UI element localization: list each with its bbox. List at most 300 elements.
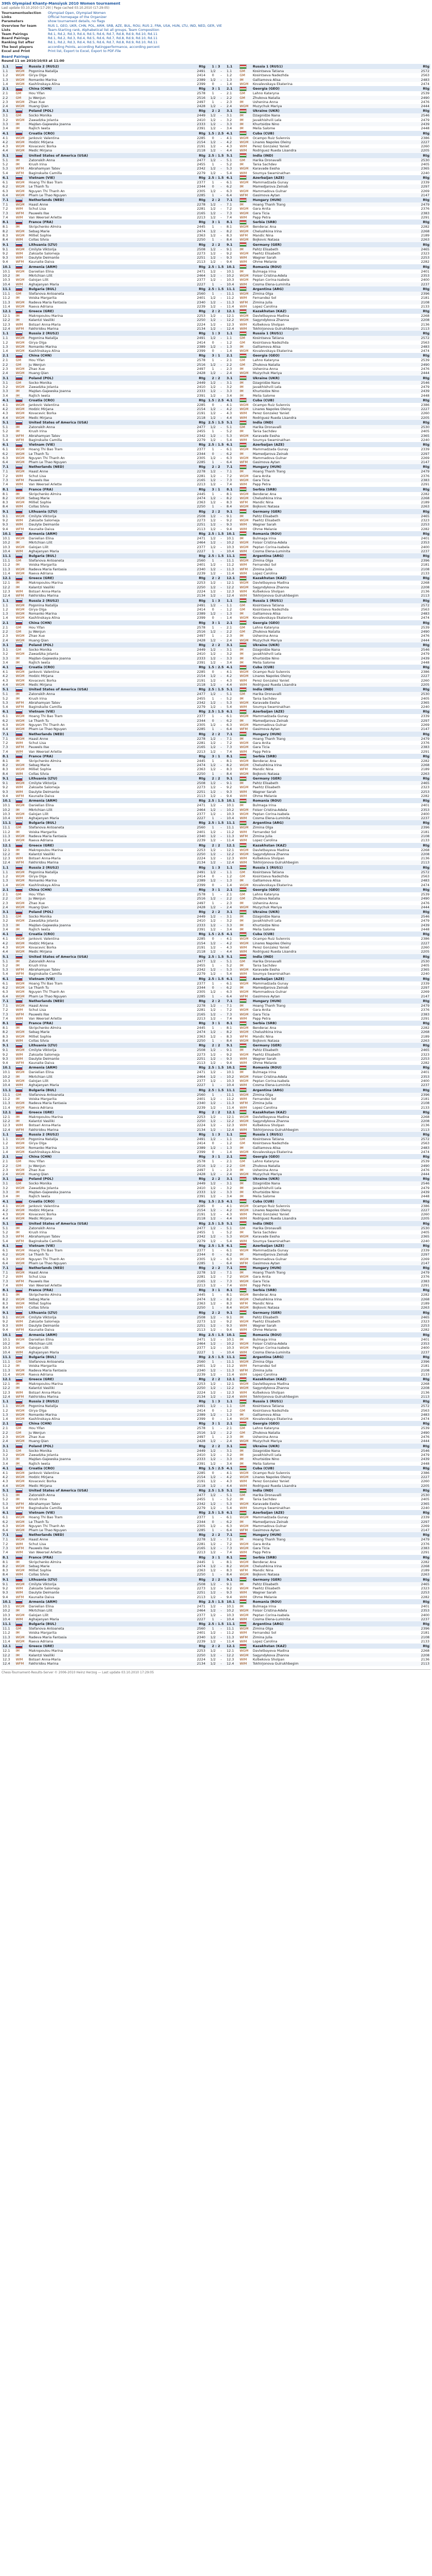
- player-a-name[interactable]: Medic Mirjana: [28, 950, 183, 954]
- info-link[interactable]: RUS 1, GEO, UKR, CHN, POL, ARM, SRB, AZE, BUL, ROU, RUS 2, FRA, USA, HUN, LTU, IND, NED, GER, VIE: [48, 23, 222, 28]
- player-a-name[interactable]: Majdan-Gajewska Joanna: [28, 923, 183, 927]
- player-a-name[interactable]: Van Weersel Arlette: [28, 482, 183, 486]
- player-a-name[interactable]: Kovacevic Borka: [28, 1212, 183, 1216]
- player-b-name[interactable]: Kosintseva Nadezhda: [252, 874, 407, 878]
- player-b-name[interactable]: Ohme Melanie: [252, 1061, 407, 1065]
- player-b-name[interactable]: Zimina Olga: [252, 292, 407, 296]
- team-b-name[interactable]: India (IND): [252, 420, 407, 425]
- info-link[interactable]: Rd.1, Rd.2, Rd.3, Rd.4, Rd.5, Rd.6, Rd.7, Rd.8, Rd.9, Rd.10, Rd.11: [48, 40, 158, 45]
- player-a-name[interactable]: Schut Lisa: [28, 1275, 183, 1279]
- team-a-name[interactable]: Netherlands (NED): [28, 1532, 183, 1537]
- team-b-name[interactable]: Russia 1 (RUS1): [252, 1132, 407, 1137]
- player-a-name[interactable]: Kovacevic Borka: [28, 679, 183, 683]
- team-b-name[interactable]: Azerbaijan (AZE): [252, 976, 407, 981]
- player-b-name[interactable]: Mandic Nina: [252, 1035, 407, 1039]
- player-a-name[interactable]: Schut Lisa: [28, 474, 183, 478]
- player-b-name[interactable]: Ohme Melanie: [252, 527, 407, 531]
- player-a-name[interactable]: Romanko Marina: [28, 1146, 183, 1150]
- player-a-name[interactable]: Danielian Elina: [28, 1070, 183, 1074]
- team-a-name[interactable]: Vietnam (VIE): [28, 976, 183, 981]
- player-b-name[interactable]: Lahno Kateryna: [252, 1159, 407, 1163]
- player-b-name[interactable]: Kulbekova Sholpan: [252, 856, 407, 860]
- player-b-name[interactable]: Tania Sachdev: [252, 162, 407, 166]
- player-b-name[interactable]: Gara Ticia: [252, 1012, 407, 1016]
- player-b-name[interactable]: Tokhirjonova Gulrukhbegim: [252, 1662, 407, 1666]
- player-a-name[interactable]: Jankovic Valentina: [28, 1204, 183, 1208]
- player-b-name[interactable]: Papp Petra: [252, 1550, 407, 1554]
- player-b-name[interactable]: Mammadzada Gunay: [252, 1515, 407, 1519]
- player-b-name[interactable]: Lopez Carolina: [252, 1106, 407, 1110]
- team-b-name[interactable]: Kazakhstan (KAZ): [252, 309, 407, 314]
- player-a-name[interactable]: Medic Mirjana: [28, 1484, 183, 1488]
- player-b-name[interactable]: Mamedjarova Zeinab: [252, 986, 407, 990]
- player-a-name[interactable]: Baginskaite Camilla: [28, 171, 183, 175]
- player-b-name[interactable]: Rodriguez Rueda Lisandra: [252, 950, 407, 954]
- player-b-name[interactable]: Rodriguez Rueda Lisandra: [252, 1484, 407, 1488]
- player-b-name[interactable]: Kosintseva Tatiana: [252, 336, 407, 340]
- team-a-name[interactable]: United States of America (USA): [28, 954, 183, 959]
- player-a-name[interactable]: Daulyte Deimante: [28, 522, 183, 527]
- player-a-name[interactable]: Huang Qian: [28, 1172, 183, 1176]
- team-b-name[interactable]: Russia 1 (RUS1): [252, 64, 407, 69]
- player-b-name[interactable]: Perez Gonzalez Yaniet: [252, 679, 407, 683]
- player-a-name[interactable]: Hodzic Mirjana: [28, 1208, 183, 1212]
- team-a-name[interactable]: Greece (GRE): [28, 1643, 183, 1649]
- player-b-name[interactable]: Soumya Swaminathan: [252, 705, 407, 709]
- player-b-name[interactable]: Karavade Eesha: [252, 701, 407, 705]
- team-b-name[interactable]: Germany (GER): [252, 509, 407, 514]
- team-b-name[interactable]: Russia 1 (RUS1): [252, 598, 407, 603]
- player-b-name[interactable]: Kovalevskaya Ekaterina: [252, 1417, 407, 1421]
- team-b-name[interactable]: Georgia (GEO): [252, 1421, 407, 1426]
- team-a-name[interactable]: Russia 2 (RUS2): [28, 865, 183, 870]
- player-a-name[interactable]: Hodzic Mirjana: [28, 941, 183, 945]
- player-a-name[interactable]: Aghajanyan Maria: [28, 1617, 183, 1621]
- team-a-name[interactable]: Armenia (ARM): [28, 1599, 183, 1604]
- player-b-name[interactable]: Benderac Ana: [252, 225, 407, 229]
- player-b-name[interactable]: Gara Ticia: [252, 745, 407, 749]
- player-a-name[interactable]: Ju Wenjun: [28, 1431, 183, 1435]
- player-b-name[interactable]: Foisor Cristina-Adela: [252, 274, 407, 278]
- team-a-name[interactable]: Russia 2 (RUS2): [28, 1399, 183, 1404]
- player-b-name[interactable]: Muzychuk Mariya: [252, 1439, 407, 1443]
- player-b-name[interactable]: Zimina Olga: [252, 825, 407, 829]
- team-b-name[interactable]: Hungary (HUN): [252, 464, 407, 469]
- player-a-name[interactable]: Haast Anne: [28, 469, 183, 473]
- player-a-name[interactable]: Huang Qian: [28, 1439, 183, 1443]
- player-b-name[interactable]: Chelushkina Irina: [252, 1564, 407, 1568]
- player-b-name[interactable]: Davletbayeva Madina: [252, 314, 407, 318]
- team-b-name[interactable]: Ukraine (UKR): [252, 1176, 407, 1181]
- player-b-name[interactable]: Kosintseva Tatiana: [252, 1404, 407, 1408]
- player-b-name[interactable]: Fernandez Sol: [252, 296, 407, 300]
- player-a-name[interactable]: Kashlinskaya Alina: [28, 1150, 183, 1154]
- team-a-name[interactable]: Croatia (CRO): [28, 398, 183, 403]
- player-a-name[interactable]: Girya Olga: [28, 607, 183, 612]
- player-a-name[interactable]: Baginskaite Camilla: [28, 438, 183, 442]
- player-b-name[interactable]: Lahno Kateryna: [252, 1426, 407, 1430]
- player-a-name[interactable]: Pauwels Ilse: [28, 478, 183, 482]
- player-a-name[interactable]: Pauwels Ilse: [28, 1012, 183, 1016]
- player-b-name[interactable]: Bulmaga Irina: [252, 1604, 407, 1608]
- player-b-name[interactable]: Ushenina Anna: [252, 1435, 407, 1439]
- player-b-name[interactable]: Lahno Kateryna: [252, 91, 407, 95]
- team-b-name[interactable]: Serbia (SRB): [252, 1287, 407, 1293]
- player-b-name[interactable]: Mammadova Gulnar: [252, 1524, 407, 1528]
- player-a-name[interactable]: Stefanova Antoaneta: [28, 1360, 183, 1364]
- player-a-name[interactable]: Hoang Thi Bao Tram: [28, 180, 183, 184]
- team-a-name[interactable]: United States of America (USA): [28, 420, 183, 425]
- player-a-name[interactable]: Zatonskih Anna: [28, 1493, 183, 1497]
- player-b-name[interactable]: Ocampo Ruiz Sulennis: [252, 403, 407, 407]
- player-b-name[interactable]: Dzagnidze Nana: [252, 1449, 407, 1453]
- player-a-name[interactable]: Nguyen Thi Thanh An: [28, 1524, 183, 1528]
- player-a-name[interactable]: Le Thanh Tu: [28, 986, 183, 990]
- player-b-name[interactable]: Soumya Swaminathan: [252, 1239, 407, 1243]
- player-a-name[interactable]: Zatonskih Anna: [28, 425, 183, 429]
- player-b-name[interactable]: Pahtz Elisabeth: [252, 247, 407, 251]
- player-b-name[interactable]: Harika Dronavalli: [252, 692, 407, 696]
- player-a-name[interactable]: Zaksaite Salomeja: [28, 1586, 183, 1590]
- player-a-name[interactable]: Le Thanh Tu: [28, 452, 183, 456]
- team-a-name[interactable]: Bulgaria (BUL): [28, 553, 183, 558]
- player-b-name[interactable]: Sagyndykova Zhanna: [252, 318, 407, 322]
- player-a-name[interactable]: Schut Lisa: [28, 1542, 183, 1546]
- player-b-name[interactable]: Mamedjarova Zeinab: [252, 719, 407, 723]
- player-a-name[interactable]: Ju Wenjun: [28, 96, 183, 100]
- player-a-name[interactable]: Galojan Lilit: [28, 1079, 183, 1083]
- player-a-name[interactable]: Medic Mirjana: [28, 683, 183, 687]
- team-a-name[interactable]: Lithuania (LTU): [28, 242, 183, 247]
- player-a-name[interactable]: Rajlich Iweta: [28, 126, 183, 130]
- team-b-name[interactable]: Romania (ROU): [252, 1599, 407, 1604]
- player-a-name[interactable]: Romanko Marina: [28, 612, 183, 616]
- player-a-name[interactable]: Collas Silvia: [28, 772, 183, 776]
- team-a-name[interactable]: Croatia (CRO): [28, 1199, 183, 1204]
- player-a-name[interactable]: Jankovic Valentina: [28, 136, 183, 140]
- player-a-name[interactable]: Baginskaite Camilla: [28, 1239, 183, 1243]
- player-a-name[interactable]: Sebag Marie: [28, 1297, 183, 1301]
- team-b-name[interactable]: Ukraine (UKR): [252, 1444, 407, 1449]
- player-a-name[interactable]: Kovacevic Borka: [28, 1479, 183, 1483]
- player-b-name[interactable]: Tokhirjonova Gulrukhbegim: [252, 1395, 407, 1399]
- player-b-name[interactable]: Lahno Kateryna: [252, 892, 407, 896]
- player-b-name[interactable]: Muzychuk Mariya: [252, 638, 407, 642]
- team-a-name[interactable]: Greece (GRE): [28, 1377, 183, 1382]
- team-a-name[interactable]: Netherlands (NED): [28, 197, 183, 202]
- player-b-name[interactable]: Kosintseva Nadezhda: [252, 341, 407, 345]
- player-b-name[interactable]: Ohme Melanie: [252, 260, 407, 264]
- player-a-name[interactable]: Skripchenko Almira: [28, 225, 183, 229]
- team-a-name[interactable]: Vietnam (VIE): [28, 442, 183, 447]
- player-b-name[interactable]: Mammadzada Gunay: [252, 1248, 407, 1252]
- player-b-name[interactable]: Mamedjarova Zeinab: [252, 184, 407, 189]
- team-b-name[interactable]: Serbia (SRB): [252, 219, 407, 225]
- player-a-name[interactable]: Haast Anne: [28, 1004, 183, 1008]
- player-a-name[interactable]: Pogonina Natalija: [28, 336, 183, 340]
- player-b-name[interactable]: Javakhishvili Lela: [252, 385, 407, 389]
- team-a-name[interactable]: Croatia (CRO): [28, 131, 183, 136]
- player-b-name[interactable]: Ushenina Anna: [252, 901, 407, 905]
- player-a-name[interactable]: Rajlich Iweta: [28, 927, 183, 931]
- player-b-name[interactable]: Dzagnidze Nana: [252, 113, 407, 117]
- player-a-name[interactable]: Raeva Adriana: [28, 1639, 183, 1643]
- player-a-name[interactable]: Raeva Adriana: [28, 304, 183, 309]
- player-b-name[interactable]: Melia Salome: [252, 126, 407, 130]
- player-a-name[interactable]: Abrahamyan Tatev: [28, 968, 183, 972]
- player-a-name[interactable]: Kashlinskaya Alina: [28, 82, 183, 86]
- team-a-name[interactable]: France (FRA): [28, 487, 183, 492]
- player-b-name[interactable]: Paehtz Elisabeth: [252, 518, 407, 522]
- player-b-name[interactable]: Galliamova Alisa: [252, 1413, 407, 1417]
- player-a-name[interactable]: Hoang Thi Bao Tram: [28, 447, 183, 451]
- team-a-name[interactable]: Greece (GRE): [28, 843, 183, 848]
- player-a-name[interactable]: Le Thanh Tu: [28, 1252, 183, 1257]
- player-b-name[interactable]: Lopez Carolina: [252, 838, 407, 842]
- player-a-name[interactable]: Makropoulou Marina: [28, 581, 183, 585]
- player-a-name[interactable]: Kaunaite Daiva: [28, 1595, 183, 1599]
- player-b-name[interactable]: Rodriguez Rueda Lisandra: [252, 683, 407, 687]
- player-b-name[interactable]: Gara Ticia: [252, 211, 407, 215]
- player-b-name[interactable]: Gara Ticia: [252, 478, 407, 482]
- player-a-name[interactable]: Aghajanyan Maria: [28, 549, 183, 553]
- player-b-name[interactable]: Mammadzada Gunay: [252, 714, 407, 718]
- team-a-name[interactable]: Armenia (ARM): [28, 1065, 183, 1070]
- player-a-name[interactable]: Mkrtchian Lilit: [28, 1342, 183, 1346]
- player-a-name[interactable]: Galojan Lilit: [28, 545, 183, 549]
- player-a-name[interactable]: Raeva Adriana: [28, 571, 183, 575]
- team-b-name[interactable]: Argentina (ARG): [252, 1621, 407, 1626]
- player-b-name[interactable]: Tokhirjonova Gulrukhbegim: [252, 1128, 407, 1132]
- player-a-name[interactable]: Girya Olga: [28, 874, 183, 878]
- player-b-name[interactable]: Wagner Sarah: [252, 790, 407, 794]
- player-a-name[interactable]: Le Thanh Tu: [28, 719, 183, 723]
- player-a-name[interactable]: Abrahamyan Tatev: [28, 1234, 183, 1239]
- team-a-name[interactable]: United States of America (USA): [28, 1221, 183, 1226]
- player-a-name[interactable]: Aghajanyan Maria: [28, 282, 183, 286]
- player-a-name[interactable]: Hou Yifan: [28, 91, 183, 95]
- player-b-name[interactable]: Linares Napoles Oleiny: [252, 1208, 407, 1212]
- player-a-name[interactable]: Kaunaite Daiva: [28, 1328, 183, 1332]
- team-b-name[interactable]: Germany (GER): [252, 1043, 407, 1048]
- player-a-name[interactable]: Voiska Margarita: [28, 1631, 183, 1635]
- player-a-name[interactable]: Pogonina Natalija: [28, 1137, 183, 1141]
- player-a-name[interactable]: Galojan Lilit: [28, 812, 183, 816]
- player-b-name[interactable]: Tania Sachdev: [252, 1497, 407, 1501]
- team-a-name[interactable]: France (FRA): [28, 1021, 183, 1026]
- player-b-name[interactable]: Gara Anita: [252, 207, 407, 211]
- player-b-name[interactable]: Peptan Corina-Isabela: [252, 278, 407, 282]
- team-b-name[interactable]: Cuba (CUB): [252, 931, 407, 937]
- player-a-name[interactable]: Danielian Elina: [28, 269, 183, 274]
- player-b-name[interactable]: Ocampo Ruiz Sulennis: [252, 1471, 407, 1475]
- player-b-name[interactable]: Mandic Nina: [252, 233, 407, 238]
- player-b-name[interactable]: Ohme Melanie: [252, 794, 407, 798]
- player-b-name[interactable]: Ushenina Anna: [252, 100, 407, 104]
- player-a-name[interactable]: Rajlich Iweta: [28, 1462, 183, 1466]
- player-b-name[interactable]: Bojkovic Natasa: [252, 1306, 407, 1310]
- player-b-name[interactable]: Peptan Corina-Isabela: [252, 812, 407, 816]
- team-a-name[interactable]: China (CHN): [28, 887, 183, 892]
- player-a-name[interactable]: Makropoulou Marina: [28, 1649, 183, 1653]
- player-b-name[interactable]: Gara Ticia: [252, 1546, 407, 1550]
- player-a-name[interactable]: Collas Silvia: [28, 1306, 183, 1310]
- player-a-name[interactable]: Pogonina Natalija: [28, 69, 183, 73]
- player-b-name[interactable]: Kovalevskaya Ekaterina: [252, 82, 407, 86]
- player-a-name[interactable]: Pham Le Thao Nguyen: [28, 1261, 183, 1265]
- team-a-name[interactable]: Netherlands (NED): [28, 732, 183, 737]
- team-a-name[interactable]: Croatia (CRO): [28, 931, 183, 937]
- player-b-name[interactable]: Sagyndykova Zhanna: [252, 1119, 407, 1123]
- player-b-name[interactable]: Javakhishvili Lela: [252, 919, 407, 923]
- player-a-name[interactable]: Jankovic Valentina: [28, 1471, 183, 1475]
- team-b-name[interactable]: Germany (GER): [252, 242, 407, 247]
- player-a-name[interactable]: Nguyen Thi Thanh An: [28, 456, 183, 460]
- player-a-name[interactable]: Cmilyte Viktorija: [28, 1315, 183, 1319]
- player-a-name[interactable]: Haast Anne: [28, 202, 183, 207]
- player-a-name[interactable]: Medic Mirjana: [28, 416, 183, 420]
- player-a-name[interactable]: Baginskaite Camilla: [28, 705, 183, 709]
- info-link[interactable]: Official homepage of the Organizer: [48, 15, 107, 20]
- player-a-name[interactable]: Schut Lisa: [28, 741, 183, 745]
- player-b-name[interactable]: Ushenina Anna: [252, 367, 407, 371]
- player-a-name[interactable]: Medic Mirjana: [28, 148, 183, 152]
- team-a-name[interactable]: Lithuania (LTU): [28, 1310, 183, 1315]
- team-b-name[interactable]: Hungary (HUN): [252, 197, 407, 202]
- team-a-name[interactable]: China (CHN): [28, 86, 183, 91]
- team-a-name[interactable]: Bulgaria (BUL): [28, 1621, 183, 1626]
- player-b-name[interactable]: Muzychuk Mariya: [252, 371, 407, 375]
- player-a-name[interactable]: Medic Mirjana: [28, 1216, 183, 1221]
- player-a-name[interactable]: Nguyen Thi Thanh An: [28, 990, 183, 994]
- player-a-name[interactable]: Zaksaite Salomeja: [28, 785, 183, 789]
- player-a-name[interactable]: Pham Le Thao Nguyen: [28, 1528, 183, 1532]
- player-a-name[interactable]: Romanko Marina: [28, 1413, 183, 1417]
- player-b-name[interactable]: Lopez Carolina: [252, 1372, 407, 1377]
- team-b-name[interactable]: India (IND): [252, 687, 407, 692]
- player-a-name[interactable]: Zatonskih Anna: [28, 1226, 183, 1230]
- team-b-name[interactable]: Romania (ROU): [252, 264, 407, 269]
- player-a-name[interactable]: Zhao Xue: [28, 901, 183, 905]
- team-b-name[interactable]: Kazakhstan (KAZ): [252, 843, 407, 848]
- team-a-name[interactable]: Vietnam (VIE): [28, 175, 183, 180]
- player-a-name[interactable]: Romanko Marina: [28, 345, 183, 349]
- player-b-name[interactable]: Sagyndykova Zhanna: [252, 852, 407, 856]
- player-b-name[interactable]: Gara Ticia: [252, 1279, 407, 1283]
- player-a-name[interactable]: Daulyte Deimante: [28, 1590, 183, 1595]
- player-a-name[interactable]: Mkrtchian Lilit: [28, 1075, 183, 1079]
- player-a-name[interactable]: Radeva Maria Fantasia: [28, 1368, 183, 1372]
- player-a-name[interactable]: Botsari Anna-Maria: [28, 323, 183, 327]
- player-b-name[interactable]: Bojkovic Natasa: [252, 238, 407, 242]
- player-a-name[interactable]: Hodzic Mirjana: [28, 407, 183, 411]
- player-a-name[interactable]: Girya Olga: [28, 341, 183, 345]
- player-b-name[interactable]: Zimina Olga: [252, 558, 407, 563]
- player-a-name[interactable]: Zatonskih Anna: [28, 158, 183, 162]
- player-b-name[interactable]: Papp Petra: [252, 1283, 407, 1287]
- player-b-name[interactable]: Galliamova Alisa: [252, 78, 407, 82]
- team-a-name[interactable]: Poland (POL): [28, 642, 183, 648]
- player-a-name[interactable]: Ju Wenjun: [28, 1164, 183, 1168]
- player-b-name[interactable]: Gara Anita: [252, 1008, 407, 1012]
- player-a-name[interactable]: Voiska Margarita: [28, 830, 183, 834]
- player-b-name[interactable]: Foisor Cristina-Adela: [252, 540, 407, 545]
- player-b-name[interactable]: Tokhirjonova Gulrukhbegim: [252, 594, 407, 598]
- player-b-name[interactable]: Tania Sachdev: [252, 1230, 407, 1234]
- player-b-name[interactable]: Bojkovic Natasa: [252, 772, 407, 776]
- player-b-name[interactable]: Peptan Corina-Isabela: [252, 1079, 407, 1083]
- player-a-name[interactable]: Van Weersel Arlette: [28, 1283, 183, 1287]
- team-a-name[interactable]: Vietnam (VIE): [28, 709, 183, 714]
- player-b-name[interactable]: Gasimova Aytan: [252, 1528, 407, 1532]
- player-a-name[interactable]: Kashlinskaya Alina: [28, 1417, 183, 1421]
- player-b-name[interactable]: Zhukova Natalia: [252, 630, 407, 634]
- player-a-name[interactable]: Kalantzi Vasiliki: [28, 1386, 183, 1390]
- player-b-name[interactable]: Harika Dronavalli: [252, 959, 407, 963]
- player-a-name[interactable]: Collas Silvia: [28, 1572, 183, 1577]
- player-a-name[interactable]: Rajlich Iweta: [28, 1194, 183, 1198]
- player-b-name[interactable]: Lopez Carolina: [252, 304, 407, 309]
- player-a-name[interactable]: Raeva Adriana: [28, 1372, 183, 1377]
- player-b-name[interactable]: Linares Napoles Oleiny: [252, 941, 407, 945]
- player-b-name[interactable]: Khurtsidze Nino: [252, 389, 407, 393]
- player-a-name[interactable]: Pogonina Natalija: [28, 1404, 183, 1408]
- player-a-name[interactable]: Radeva Maria Fantasia: [28, 1635, 183, 1639]
- player-a-name[interactable]: Danielian Elina: [28, 1337, 183, 1342]
- player-a-name[interactable]: Botsari Anna-Maria: [28, 1657, 183, 1662]
- team-a-name[interactable]: France (FRA): [28, 1555, 183, 1560]
- player-a-name[interactable]: Zawadzka Jolanta: [28, 919, 183, 923]
- team-a-name[interactable]: France (FRA): [28, 219, 183, 225]
- info-link[interactable]: Rd.1, Rd.2, Rd.3, Rd.4, Rd.5, Rd.6, Rd.7, Rd.8, Rd.9, Rd.10, Rd.11: [48, 36, 158, 41]
- player-b-name[interactable]: Cosma Elena-Luminita: [252, 282, 407, 286]
- player-a-name[interactable]: Krush Irina: [28, 1497, 183, 1501]
- team-b-name[interactable]: Serbia (SRB): [252, 487, 407, 492]
- player-a-name[interactable]: Galojan Lilit: [28, 1613, 183, 1617]
- player-a-name[interactable]: Krush Irina: [28, 162, 183, 166]
- player-a-name[interactable]: Daulyte Deimante: [28, 256, 183, 260]
- team-b-name[interactable]: Azerbaijan (AZE): [252, 1510, 407, 1515]
- player-a-name[interactable]: Kovacevic Borka: [28, 411, 183, 415]
- player-a-name[interactable]: Huang Qian: [28, 905, 183, 909]
- player-a-name[interactable]: Krush Irina: [28, 697, 183, 701]
- player-a-name[interactable]: Socko Monika: [28, 648, 183, 652]
- player-b-name[interactable]: Pahtz Elisabeth: [252, 1582, 407, 1586]
- team-b-name[interactable]: Hungary (HUN): [252, 732, 407, 737]
- player-a-name[interactable]: Kalantzi Vasiliki: [28, 852, 183, 856]
- player-a-name[interactable]: Galojan Lilit: [28, 278, 183, 282]
- player-b-name[interactable]: Kosintseva Tatiana: [252, 69, 407, 73]
- team-a-name[interactable]: France (FRA): [28, 754, 183, 759]
- player-b-name[interactable]: Karavade Eesha: [252, 1234, 407, 1239]
- player-b-name[interactable]: Ohme Melanie: [252, 1328, 407, 1332]
- player-a-name[interactable]: Pham Le Thao Nguyen: [28, 193, 183, 197]
- team-a-name[interactable]: Bulgaria (BUL): [28, 1088, 183, 1093]
- player-b-name[interactable]: Foisor Cristina-Adela: [252, 1342, 407, 1346]
- player-b-name[interactable]: Bulmaga Irina: [252, 536, 407, 540]
- player-a-name[interactable]: Daulyte Deimante: [28, 790, 183, 794]
- player-a-name[interactable]: Krush Irina: [28, 963, 183, 968]
- player-a-name[interactable]: Sebag Marie: [28, 763, 183, 767]
- player-b-name[interactable]: Chelushkina Irina: [252, 229, 407, 233]
- player-a-name[interactable]: Hoang Thi Bao Tram: [28, 1515, 183, 1519]
- team-b-name[interactable]: Cuba (CUB): [252, 131, 407, 136]
- player-b-name[interactable]: Bulmaga Irina: [252, 269, 407, 274]
- player-a-name[interactable]: Nguyen Thi Thanh An: [28, 1257, 183, 1261]
- player-b-name[interactable]: Cosma Elena-Luminita: [252, 816, 407, 820]
- info-link[interactable]: according Points, according Ratingperformance, according percent: [48, 44, 160, 49]
- team-b-name[interactable]: Georgia (GEO): [252, 353, 407, 358]
